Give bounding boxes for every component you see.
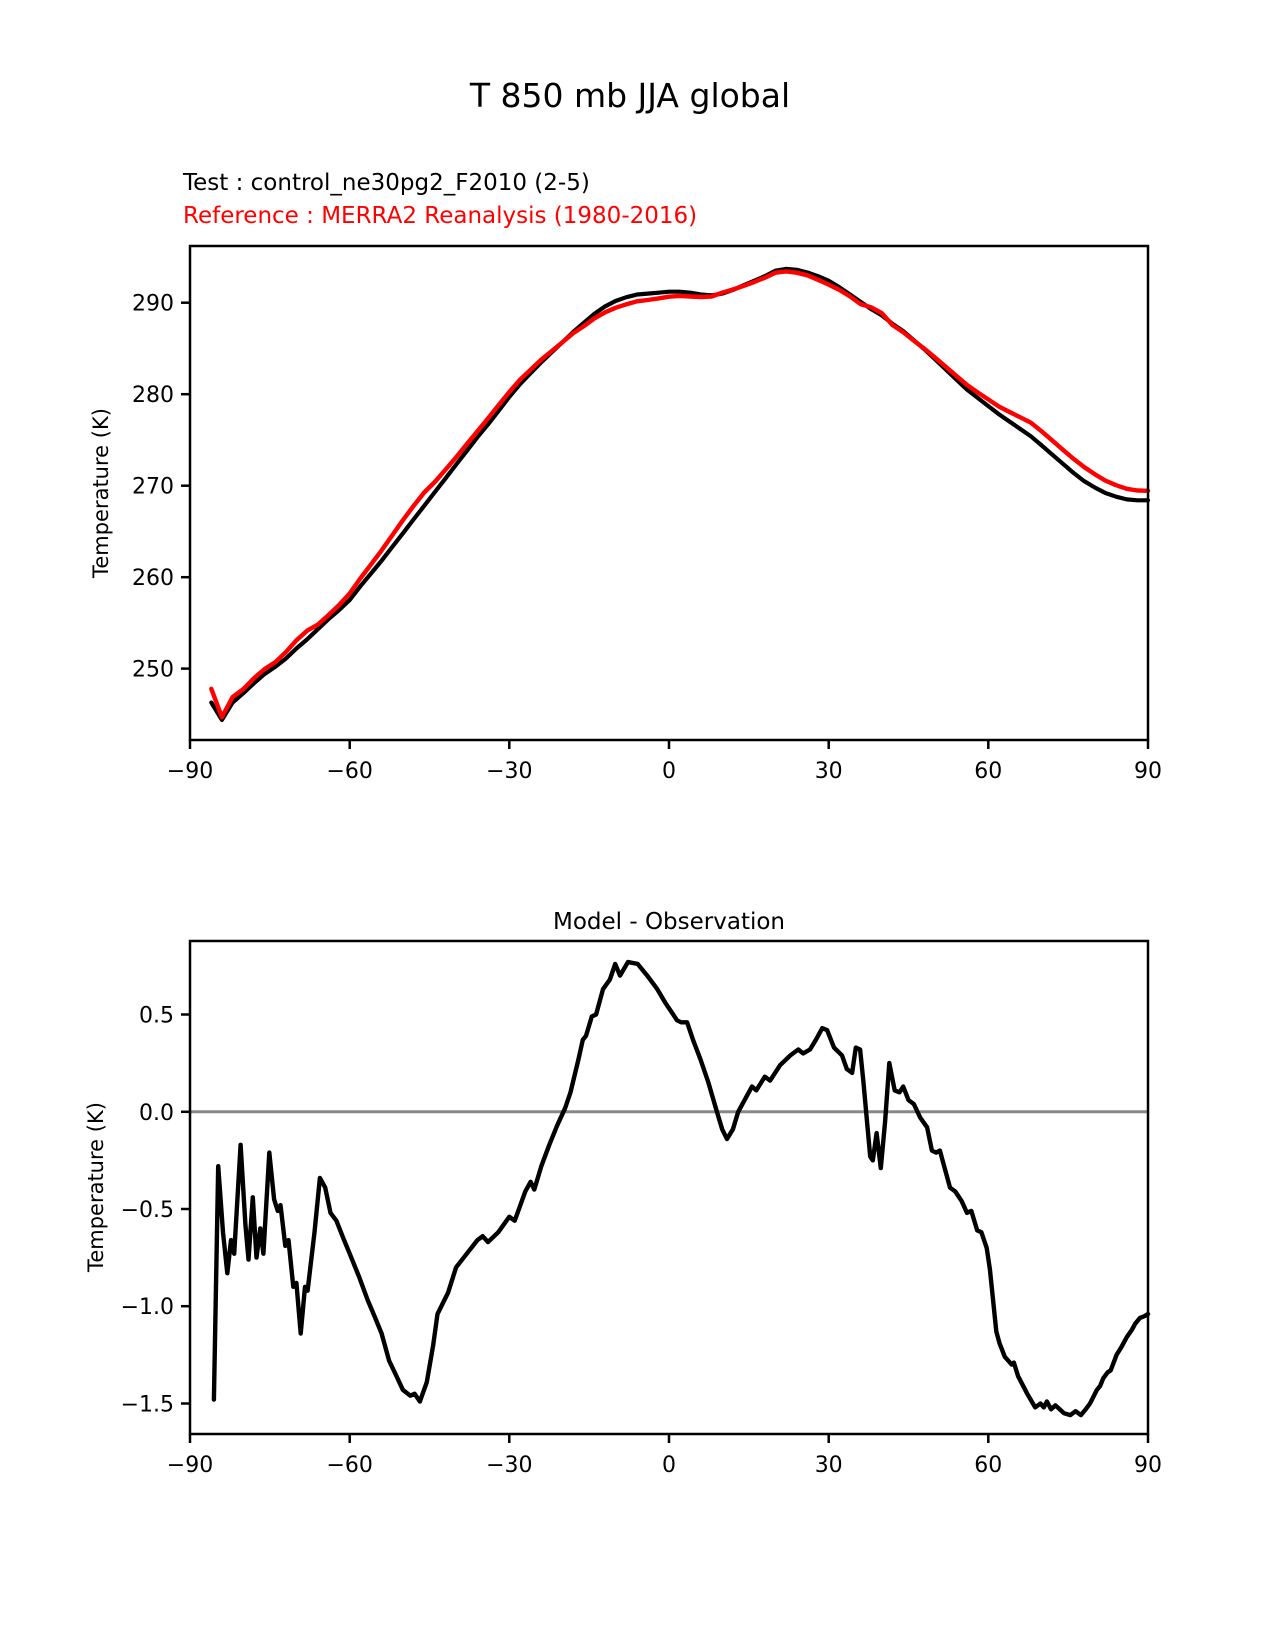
series-line-0 (211, 269, 1148, 720)
bottom-chart-title: Model - Observation (552, 909, 786, 935)
y-tick-label: 260 (132, 566, 174, 592)
bottom-chart-plot-area (121, 941, 1162, 1478)
series-line-1 (211, 271, 1148, 717)
y-tick-label: −1.5 (120, 1392, 174, 1418)
x-tick-label: 60 (974, 759, 1003, 784)
x-tick-label: 30 (814, 759, 843, 784)
x-tick-label: 90 (1134, 1453, 1162, 1478)
x-tick-label: 0 (662, 1453, 676, 1478)
x-tick-label: 30 (814, 1453, 843, 1478)
x-tick-label: 90 (1134, 759, 1162, 784)
y-tick-label: 280 (132, 383, 174, 409)
x-tick-label: −90 (166, 759, 214, 784)
legend-reference-label: Reference : MERRA2 Reanalysis (1980-2016) (183, 203, 698, 229)
y-tick-label: −1.0 (120, 1295, 174, 1321)
axes-spines (190, 246, 1148, 740)
y-tick-label: 0.5 (139, 1003, 174, 1029)
legend-test-label: Test : control_ne30pg2_F2010 (2-5) (183, 170, 590, 196)
x-tick-label: −60 (326, 1453, 373, 1478)
series-line-0 (214, 962, 1148, 1415)
x-tick-label: 0 (662, 759, 676, 784)
top-chart-ylabel: Temperature (K) (89, 408, 113, 578)
y-tick-label: 250 (132, 657, 174, 683)
x-tick-label: −30 (486, 1453, 533, 1478)
y-tick-label: −0.5 (120, 1198, 174, 1223)
y-tick-label: 0.0 (139, 1100, 174, 1126)
top-chart-plot-area (132, 246, 1162, 784)
x-tick-label: −90 (166, 1453, 214, 1478)
x-tick-label: −60 (326, 759, 373, 784)
bottom-chart-ylabel: Temperature (K) (84, 1102, 108, 1272)
x-tick-label: 60 (974, 1453, 1003, 1478)
y-tick-label: 270 (132, 474, 174, 500)
figure-title: T 850 mb JJA global (469, 76, 791, 115)
axes-spines (190, 941, 1148, 1434)
y-tick-label: 290 (132, 291, 174, 317)
x-tick-label: −30 (486, 759, 533, 784)
